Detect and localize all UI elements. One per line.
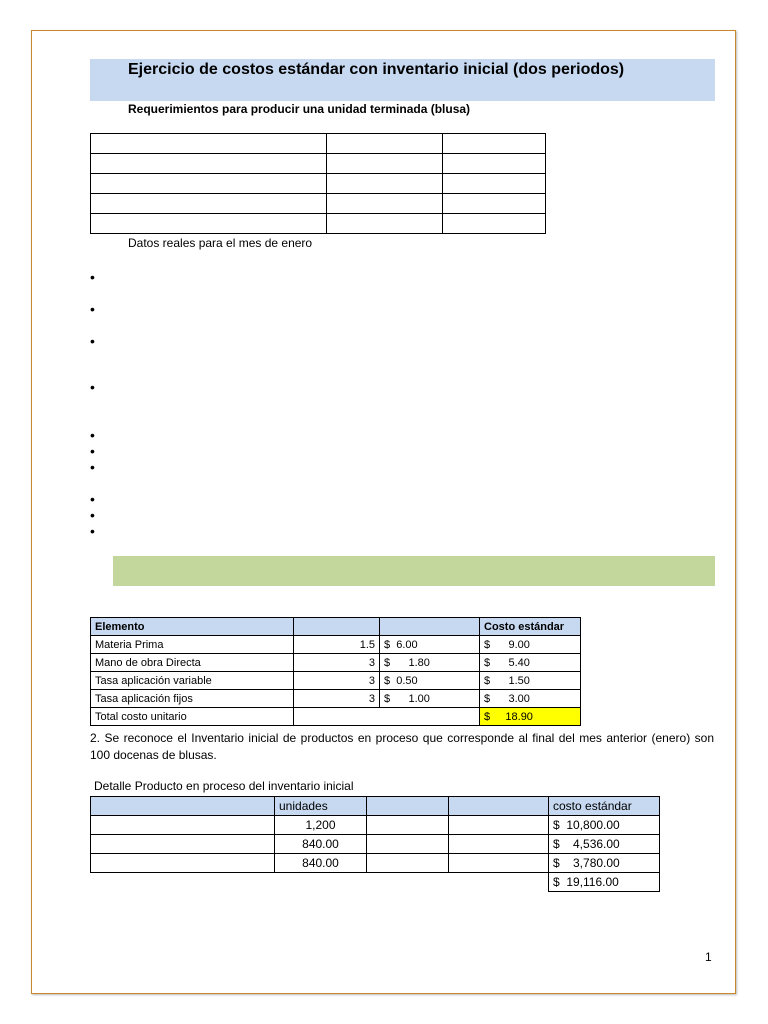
header-costo: Costo estándar bbox=[480, 618, 581, 636]
header-precio bbox=[380, 618, 480, 636]
cell-costo: $ 1.50 bbox=[480, 672, 581, 690]
bullet-icon: • bbox=[90, 379, 95, 395]
table-cell bbox=[91, 214, 327, 234]
table-cell bbox=[91, 835, 275, 854]
table-cell bbox=[91, 174, 327, 194]
cell-costo: $ 3.00 bbox=[480, 690, 581, 708]
bullet-icon: • bbox=[90, 269, 95, 285]
cell-precio: $ 1.80 bbox=[380, 654, 480, 672]
table-header-row bbox=[91, 618, 581, 636]
table-cell bbox=[275, 873, 367, 892]
table-cell bbox=[327, 154, 443, 174]
bullet-icon: • bbox=[90, 459, 95, 475]
table-cell bbox=[327, 134, 443, 154]
detalle-label: Detalle Producto en proceso del inventario inicial bbox=[94, 779, 354, 793]
bullet-icon: • bbox=[90, 507, 95, 523]
bullet-icon: • bbox=[90, 523, 95, 539]
table-row bbox=[91, 835, 660, 854]
table-row bbox=[91, 174, 546, 194]
requirements-table bbox=[90, 133, 546, 234]
section-band bbox=[113, 556, 715, 586]
table-cell bbox=[327, 194, 443, 214]
standard-cost-table bbox=[90, 617, 581, 726]
header-cell bbox=[367, 797, 449, 816]
header-cell bbox=[449, 797, 549, 816]
table-cell bbox=[367, 816, 449, 835]
table-cell bbox=[91, 154, 327, 174]
table-cell bbox=[327, 174, 443, 194]
paragraph-inventory: 2. Se reconoce el Inventario inicial de productos en proceso que corresponde al final del mes anterior (enero) son 100 docenas de blusas. bbox=[90, 731, 714, 762]
table-row bbox=[91, 214, 546, 234]
table-cell bbox=[91, 816, 275, 835]
table-row bbox=[91, 654, 581, 672]
table-cell bbox=[443, 134, 546, 154]
detail-table bbox=[90, 796, 660, 892]
total-label: Total costo unitario bbox=[91, 708, 294, 726]
table-cell bbox=[367, 854, 449, 873]
header-costo-estandar: costo estándar bbox=[549, 797, 660, 816]
cell-costo: $ 3,780.00 bbox=[549, 854, 660, 873]
page-number: 1 bbox=[705, 950, 712, 964]
total-value: $ 18.90 bbox=[480, 708, 581, 726]
table-row bbox=[91, 194, 546, 214]
bullet-icon: • bbox=[90, 427, 95, 443]
table-cell bbox=[367, 873, 449, 892]
table-row bbox=[91, 873, 660, 892]
cell-costo: $ 5.40 bbox=[480, 654, 581, 672]
table-cell bbox=[294, 708, 480, 726]
table-header-row bbox=[91, 797, 660, 816]
table-cell bbox=[443, 214, 546, 234]
table-cell bbox=[327, 214, 443, 234]
datos-reales-label: Datos reales para el mes de enero bbox=[128, 236, 313, 250]
header-cell bbox=[91, 797, 275, 816]
header-cantidad bbox=[294, 618, 380, 636]
cell-precio: $ 6.00 bbox=[380, 636, 480, 654]
table-cell bbox=[449, 835, 549, 854]
cell-cantidad: 3 bbox=[294, 672, 380, 690]
table-cell bbox=[91, 854, 275, 873]
document-title: Ejercicio de costos estándar con inventario inicial (dos periodos) bbox=[128, 61, 625, 78]
table-row bbox=[91, 154, 546, 174]
cell-costo: $ 10,800.00 bbox=[549, 816, 660, 835]
cell-elemento: Tasa aplicación variable bbox=[91, 672, 294, 690]
table-row bbox=[91, 636, 581, 654]
table-cell bbox=[91, 194, 327, 214]
cell-unidades: 840.00 bbox=[275, 835, 367, 854]
table-row bbox=[91, 690, 581, 708]
bullet-icon: • bbox=[90, 301, 95, 317]
cell-unidades: 840.00 bbox=[275, 854, 367, 873]
cell-cantidad: 1.5 bbox=[294, 636, 380, 654]
header-elemento: Elemento bbox=[91, 618, 294, 636]
total-costo: $ 19,116.00 bbox=[549, 873, 660, 892]
table-cell bbox=[367, 835, 449, 854]
cell-precio: $ 1.00 bbox=[380, 690, 480, 708]
cell-elemento: Mano de obra Directa bbox=[91, 654, 294, 672]
header-unidades: unidades bbox=[275, 797, 367, 816]
cell-cantidad: 3 bbox=[294, 654, 380, 672]
table-cell bbox=[91, 134, 327, 154]
cell-precio: $ 0.50 bbox=[380, 672, 480, 690]
table-row bbox=[91, 672, 581, 690]
table-cell bbox=[443, 154, 546, 174]
table-row bbox=[91, 854, 660, 873]
requirements-subtitle: Requerimientos para producir una unidad terminada (blusa) bbox=[128, 102, 471, 116]
bullet-icon: • bbox=[90, 443, 95, 459]
table-cell bbox=[449, 816, 549, 835]
table-row bbox=[91, 134, 546, 154]
table-cell bbox=[443, 174, 546, 194]
bullet-icon: • bbox=[90, 333, 95, 349]
table-row bbox=[91, 816, 660, 835]
cell-costo: $ 4,536.00 bbox=[549, 835, 660, 854]
table-row bbox=[91, 708, 581, 726]
bullet-icon: • bbox=[90, 491, 95, 507]
cell-cantidad: 3 bbox=[294, 690, 380, 708]
cell-elemento: Materia Prima bbox=[91, 636, 294, 654]
cell-unidades: 1,200 bbox=[275, 816, 367, 835]
cell-elemento: Tasa aplicación fijos bbox=[91, 690, 294, 708]
table-cell bbox=[443, 194, 546, 214]
table-cell bbox=[91, 873, 275, 892]
cell-costo: $ 9.00 bbox=[480, 636, 581, 654]
table-cell bbox=[449, 873, 549, 892]
table-cell bbox=[449, 854, 549, 873]
